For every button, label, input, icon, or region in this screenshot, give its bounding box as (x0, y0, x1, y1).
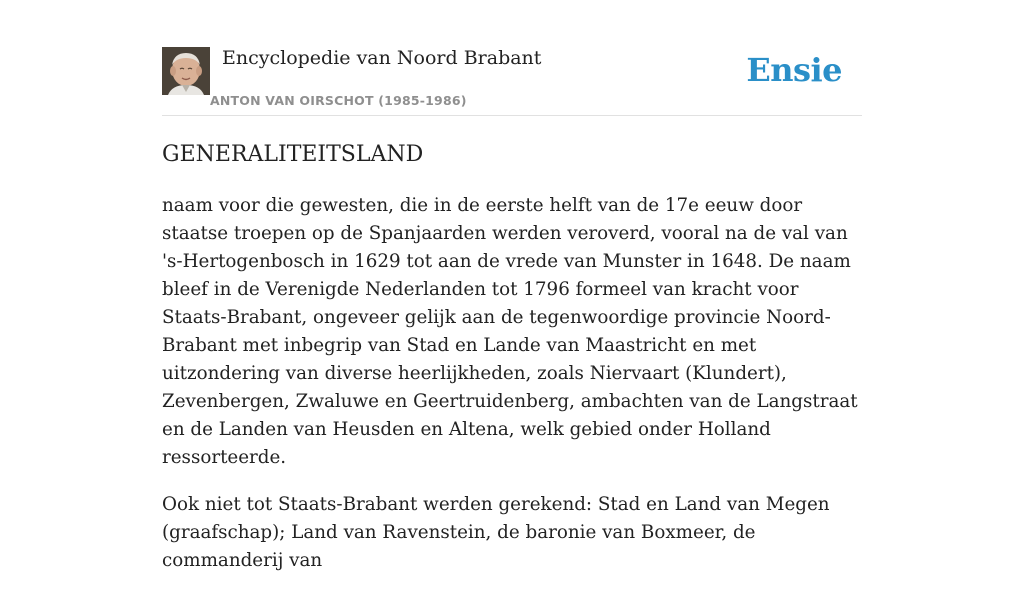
entry-paragraph: Ook niet tot Staats-Brabant werden gerekend: Stad en Land van Megen (graafschap); Land van Ravenstein, de baronie van Boxmeer, de commanderij van (162, 494, 830, 571)
entry-paragraph: naam voor die gewesten, die in de eerste helft van de 17e eeuw door staatse troepen op de Spanjaarden werden veroverd, vooral na de val van 's-Hertogenbosch in 1629 tot aan de vrede van Munster in 1648. De naam bleef in de Verenigde Nederlanden tot 1796 formeel van kracht voor Staats-Brabant, ongeveer gelijk aan de tegenwoordige provincie Noord-Brabant met inbegrip van Stad en Lande van Maastricht en met uitzondering van diverse heerlijkheden, zoals Niervaart (Klundert), Zevenbergen, Zwaluwe en Geertruidenberg, ambachten van de Langstraat en de Landen van Heusden en Altena, welk gebied onder Holland ressorteerde. (162, 195, 858, 468)
entry-title: GENERALITEITSLAND (162, 142, 424, 167)
page-container (162, 0, 862, 571)
entry-body (162, 192, 864, 594)
author-avatar[interactable] (162, 47, 210, 95)
ensie-logo[interactable]: Ensie (746, 51, 842, 89)
book-title[interactable]: Encyclopedie van Noord Brabant (222, 47, 542, 69)
header (162, 0, 862, 116)
book-author[interactable]: ANTON VAN OIRSCHOT (1985-1986) (210, 93, 467, 108)
author-portrait-icon (162, 47, 210, 95)
